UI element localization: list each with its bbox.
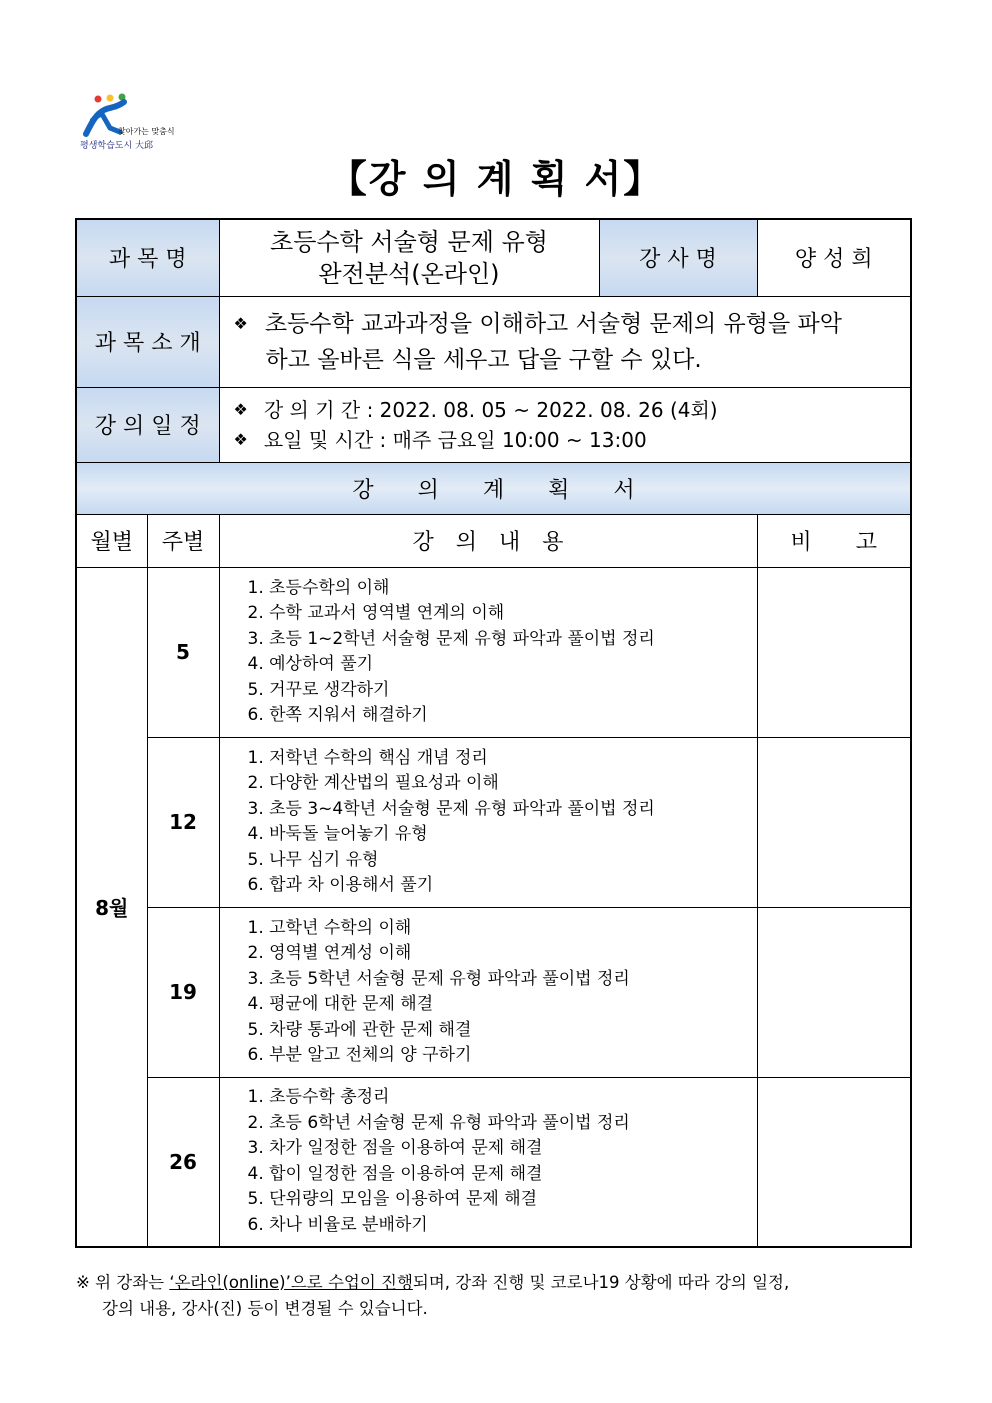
diamond-bullet-icon: ❖: [233, 313, 248, 333]
list-item: 2. 다양한 계산법의 필요성과 이해: [247, 773, 499, 793]
reference-mark: ※: [76, 1273, 90, 1292]
list-item: 4. 예상하여 풀기: [247, 654, 374, 674]
list-item: 3. 초등 3~4학년 서술형 문제 유형 파악과 풀이법 정리: [247, 798, 655, 819]
lecture-period: 강 의 기 간 : 2022. 08. 05 ~ 2022. 08. 26 (4회): [263, 397, 718, 422]
col-content-header: 강 의 내 용: [219, 514, 757, 567]
list-item: 2. 영역별 연계성 이해: [247, 943, 412, 963]
list-item: 5. 차량 통과에 관한 문제 해결: [247, 1019, 472, 1040]
plan-section-title: 강 의 계 획 서: [76, 462, 911, 514]
logo-city-name: 평생학습도시 大邱: [80, 141, 154, 151]
week-content: [219, 1077, 757, 1247]
schedule-label: 강 의 일 정: [76, 387, 219, 462]
list-item: 6. 한쪽 지워서 해결하기: [247, 705, 428, 725]
note-text-1: 위 강좌는: [95, 1273, 170, 1292]
footnote: [76, 1270, 926, 1322]
schedule-row: [76, 387, 911, 462]
list-item: 4. 평균에 대한 문제 해결: [247, 994, 434, 1014]
intro-line-1: 초등수학 교과과정을 이해하고 서술형 문제의 유형을 파악: [264, 310, 842, 337]
list-item: 1. 저학년 수학의 핵심 개념 정리: [247, 747, 488, 768]
list-item: 1. 초등수학 총정리: [247, 1087, 390, 1108]
note-cell: [757, 567, 911, 737]
week-cell: 5: [147, 567, 219, 737]
list-item: 2. 수학 교과서 영역별 연계의 이해: [247, 603, 505, 623]
list-item: 6. 합과 차 이용해서 풀기: [247, 875, 434, 895]
col-note-header: 비 고: [757, 514, 911, 567]
week-content: [219, 567, 757, 737]
page-title: 【강 의 계 획 서】: [328, 157, 664, 201]
note-line-2: 강의 내용, 강사(진) 등이 변경될 수 있습니다.: [102, 1299, 428, 1318]
note-cell: [757, 907, 911, 1077]
city-logo: [80, 92, 190, 152]
subject-line-1: 초등수학 서술형 문제 유형: [270, 227, 548, 256]
list-item: 3. 초등 1~2학년 서술형 문제 유형 파악과 풀이법 정리: [247, 628, 655, 649]
list-item: 3. 차가 일정한 점을 이용하여 문제 해결: [247, 1138, 543, 1159]
table-row: [76, 907, 911, 1077]
week-cell: 19: [147, 907, 219, 1077]
list-item: 4. 바둑돌 늘어놓기 유형: [247, 824, 428, 844]
week-content: [219, 907, 757, 1077]
table-row: [76, 1077, 911, 1247]
subject-name: [219, 219, 599, 296]
list-item: 1. 초등수학의 이해: [247, 577, 390, 598]
list-item: 5. 단위량의 모임을 이용하여 문제 해결: [247, 1189, 538, 1210]
month-cell: 8월: [76, 567, 147, 1247]
list-item: 2. 초등 6학년 서술형 문제 유형 파악과 풀이법 정리: [247, 1112, 630, 1133]
list-item: 6. 부분 알고 전체의 양 구하기: [247, 1045, 472, 1065]
intro-text: [219, 296, 911, 387]
plan-header-row: [76, 514, 911, 567]
intro-line-2: 하고 올바른 식을 세우고 답을 구할 수 있다.: [265, 346, 702, 373]
intro-label: 과 목 소 개: [76, 296, 219, 387]
col-week-header: 주별: [147, 514, 219, 567]
week-cell: 26: [147, 1077, 219, 1247]
intro-row: [76, 296, 911, 387]
diamond-bullet-icon: ❖: [233, 399, 248, 419]
lecture-time: 요일 및 시간 : 매주 금요일 10:00 ~ 13:00: [263, 427, 647, 452]
logo-tagline: 찾아가는 맞춤식: [118, 127, 175, 136]
subject-row: [76, 219, 911, 296]
note-cell: [757, 1077, 911, 1247]
list-item: 1. 고학년 수학의 이해: [247, 917, 412, 938]
note-text-2: 되며, 강좌 진행 및 코로나19 상황에 따라 강의 일정,: [412, 1273, 790, 1292]
subject-label: 과 목 명: [76, 219, 219, 296]
list-item: 5. 거꾸로 생각하기: [247, 679, 390, 700]
list-item: 5. 나무 심기 유형: [247, 849, 379, 870]
schedule-details: [219, 387, 911, 462]
list-item: 6. 차나 비율로 분배하기: [247, 1214, 428, 1235]
note-cell: [757, 737, 911, 907]
instructor-name: 양 성 희: [757, 219, 911, 296]
note-online-underlined: ‘온라인(online)’으로 수업이 진행: [169, 1273, 413, 1292]
list-item: 3. 초등 5학년 서술형 문제 유형 파악과 풀이법 정리: [247, 968, 630, 989]
subject-line-2: 완전분석(온라인): [318, 259, 500, 288]
week-content: [219, 737, 757, 907]
diamond-bullet-icon: ❖: [233, 429, 248, 449]
lecture-plan-table: [75, 218, 912, 1248]
table-row: [76, 567, 911, 737]
plan-section-row: [76, 462, 911, 514]
instructor-label: 강 사 명: [599, 219, 757, 296]
col-month-header: 월별: [76, 514, 147, 567]
week-cell: 12: [147, 737, 219, 907]
list-item: 4. 합이 일정한 점을 이용하여 문제 해결: [247, 1163, 543, 1184]
table-row: [76, 737, 911, 907]
